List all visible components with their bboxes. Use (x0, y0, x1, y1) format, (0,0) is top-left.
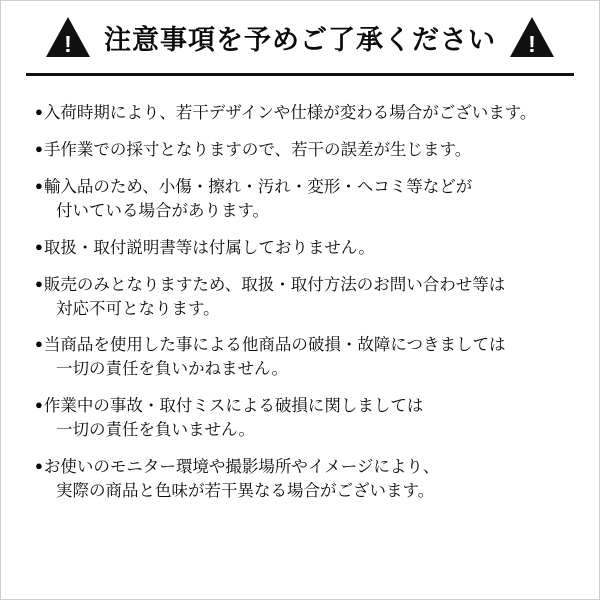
list-item (35, 395, 565, 443)
list-item (35, 334, 565, 382)
notice-line (35, 456, 565, 480)
notice-text: 手作業での採寸となりますので、若干の誤差が生じます。 (43, 140, 472, 159)
warning-exclamation-glyph: ! (64, 31, 72, 57)
bullet-icon: ● (35, 275, 43, 291)
notice-line-continued: 付いている場合があります。 (56, 201, 270, 220)
document-header (1, 1, 599, 67)
notice-text: お使いのモニター環境や撮影場所やイメージにより、 (43, 458, 440, 477)
notice-line-continued: 一切の責任を負いかねません。 (56, 360, 288, 379)
list-item (35, 237, 565, 261)
notice-text: 作業中の事故・取付ミスによる破損に関しましては (43, 397, 424, 416)
bullet-icon: ● (35, 177, 43, 193)
warning-triangle-icon-right (510, 17, 554, 57)
list-item (35, 274, 565, 322)
notice-line (35, 334, 565, 358)
warning-exclamation-glyph-right: ! (528, 31, 536, 57)
notice-text: 入荷時期により、若干デザインや仕様が変わる場合がございます。 (43, 104, 537, 122)
bullet-icon: ● (35, 140, 43, 156)
notice-text: 取扱・取付説明書等は付属しておりません。 (43, 238, 375, 257)
page-title: 注意事項を予めご了承ください (104, 24, 496, 55)
list-item (35, 456, 565, 504)
notice-line-continued: 一切の責任を負いません。 (56, 421, 255, 440)
notice-line-continued: 実際の商品と色味が若干異なる場合がございます。 (56, 482, 435, 501)
notice-line (35, 139, 565, 163)
bullet-icon: ● (35, 397, 43, 413)
list-item (35, 176, 565, 224)
notice-line-continued: 対応不可となります。 (56, 299, 220, 318)
notice-text: 当商品を使用した事による他商品の破損・故障につきましては (43, 336, 506, 355)
list-item (35, 139, 565, 163)
notice-line (35, 176, 565, 200)
bullet-icon: ● (35, 336, 43, 352)
notice-text: 輸入品のため、小傷・擦れ・汚れ・変形・ヘコミ等などが (43, 177, 473, 196)
list-item (35, 102, 565, 126)
warning-triangle-icon (46, 17, 90, 57)
notice-line (35, 274, 565, 298)
notice-text: 販売のみとなりますため、取扱・取付方法のお問い合わせ等は (43, 275, 506, 294)
bullet-icon: ● (35, 104, 43, 119)
notice-line (35, 237, 565, 261)
bullet-icon: ● (35, 238, 43, 254)
notice-line (35, 395, 565, 419)
notice-list (1, 76, 599, 504)
notice-line (35, 102, 565, 126)
bullet-icon: ● (35, 458, 43, 474)
